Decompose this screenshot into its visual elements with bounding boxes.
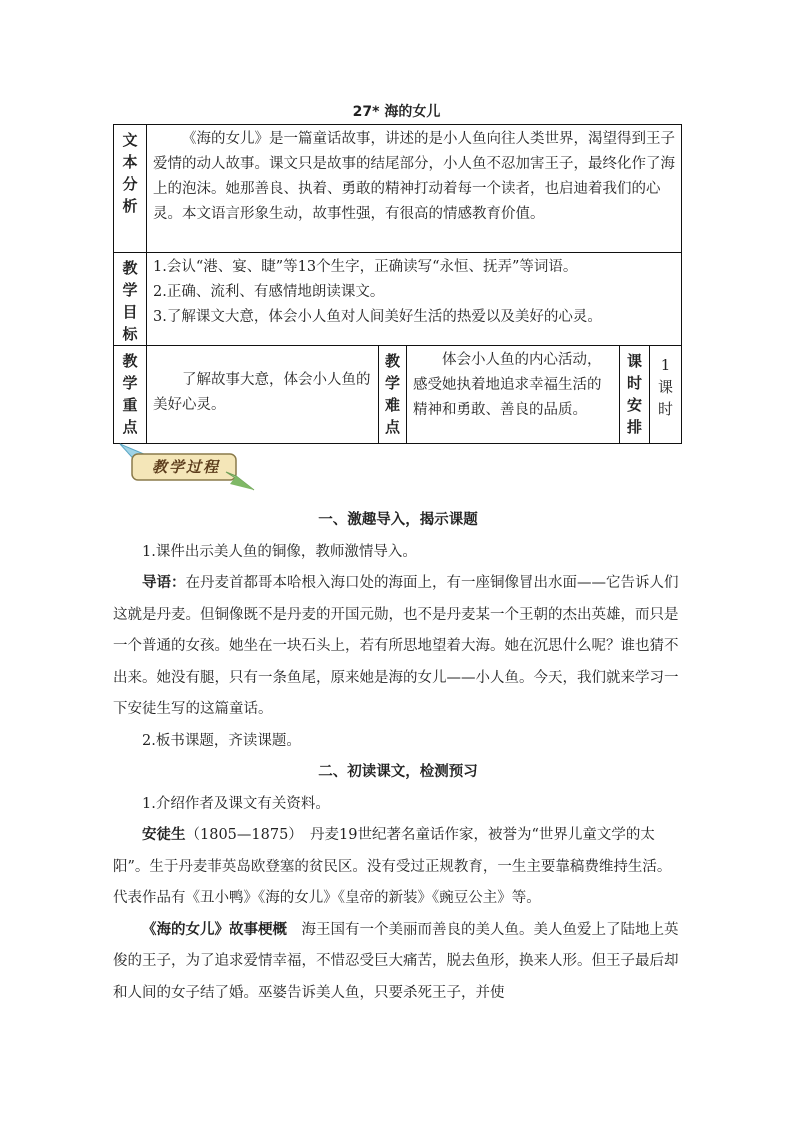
goals-header: 教 学 目 标 — [114, 253, 147, 346]
schedule-header: 课 时 安 排 — [620, 346, 650, 444]
analysis-header: 文 本 分 析 — [114, 125, 147, 253]
schedule-value: 1 课 时 — [650, 346, 682, 444]
focus-row — [114, 346, 682, 444]
focus-text: 了解故事大意，体会小人鱼的美好心灵。 — [147, 346, 379, 444]
section-heading-2: 二、初读课文，检测预习 — [318, 764, 478, 780]
lead-paragraph — [113, 568, 683, 726]
teaching-process-banner — [118, 440, 258, 496]
goal-item: 1.会认“港、宴、睫”等13个生字，正确读写“永恒、抚弄”等词语。 — [153, 259, 578, 275]
analysis-text: 《海的女儿》是一篇童话故事，讲述的是小人鱼向往人类世界，渴望得到王子爱情的动人故事。课文只是故事的结尾部分，小人鱼不忍加害王子，最终化作了海上的泡沫。她那善良、执着、勇敢的精神打动着每一个读者，也启迪着我们的心灵。本文语言形象生动，故事性强，有很高的情感教育价值。 — [147, 125, 682, 253]
lead-label: 导语： — [142, 575, 186, 591]
paragraph: 1.课件出示美人鱼的铜像，教师激情导入。 — [142, 543, 417, 560]
focus-header: 教 学 重 点 — [114, 346, 147, 444]
analysis-row — [114, 125, 682, 253]
lead-text: 在丹麦首都哥本哈根入海口处的海面上，有一座铜像冒出水面——它告诉人们这就是丹麦。但铜像既不是丹麦的开国元勋，也不是丹麦某一个王朝的杰出英雄，而只是一个普通的女孩。她坐在一块石头上，若有所思地望着大海。她在沉思什么呢？谁也猜不出来。她没有腿，只有一条鱼尾，原来她是海的女儿——小人鱼。今天，我们就来学习一下安徒生写的这篇童话。 — [113, 575, 679, 717]
lesson-plan-table — [113, 124, 682, 444]
story-label: 《海的女儿》故事梗概 — [142, 921, 287, 938]
lesson-body — [113, 505, 683, 1009]
difficulty-header: 教 学 难 点 — [379, 346, 407, 444]
story-paragraph — [113, 915, 683, 1010]
author-text: （1805—1875） 丹麦19世纪著名童话作家，被誉为“世界儿童文学的太阳”。生于丹麦菲英岛欧登塞的贫民区。没有受过正规教育，一生主要靠稿费维持生活。代表作品有《丑小鸭》《海的女儿》《皇帝的新装》《豌豆公主》等。 — [113, 827, 672, 906]
lesson-title: 27* 海的女儿 — [352, 104, 441, 120]
paragraph: 2.板书课题，齐读课题。 — [142, 732, 301, 749]
goal-item: 2.正确、流利、有感情地朗读课文。 — [153, 284, 385, 300]
goals-row — [114, 253, 682, 346]
goals-list — [147, 253, 682, 346]
banner-label: 教学过程 — [151, 458, 220, 476]
story-text: 海王国有一个美丽而善良的美人鱼。美人鱼爱上了陆地上英俊的王子，为了追求爱情幸福，不惜忍受巨大痛苦，脱去鱼形，换来人形。但王子最后却和人间的女子结了婚。巫婆告诉美人鱼，只要杀死王子，并使 — [113, 921, 679, 1001]
difficulty-text: 体会小人鱼的内心活动，感受她执着地追求幸福生活的精神和勇敢、善良的品质。 — [407, 346, 620, 444]
paragraph: 1.介绍作者及课文有关资料。 — [142, 795, 330, 812]
section-heading-1: 一、激趣导入，揭示课题 — [318, 512, 478, 528]
author-label: 安徒生 — [142, 827, 186, 843]
author-paragraph — [113, 820, 683, 915]
goal-item: 3.了解课文大意，体会小人鱼对人间美好生活的热爱以及美好的心灵。 — [153, 309, 602, 325]
